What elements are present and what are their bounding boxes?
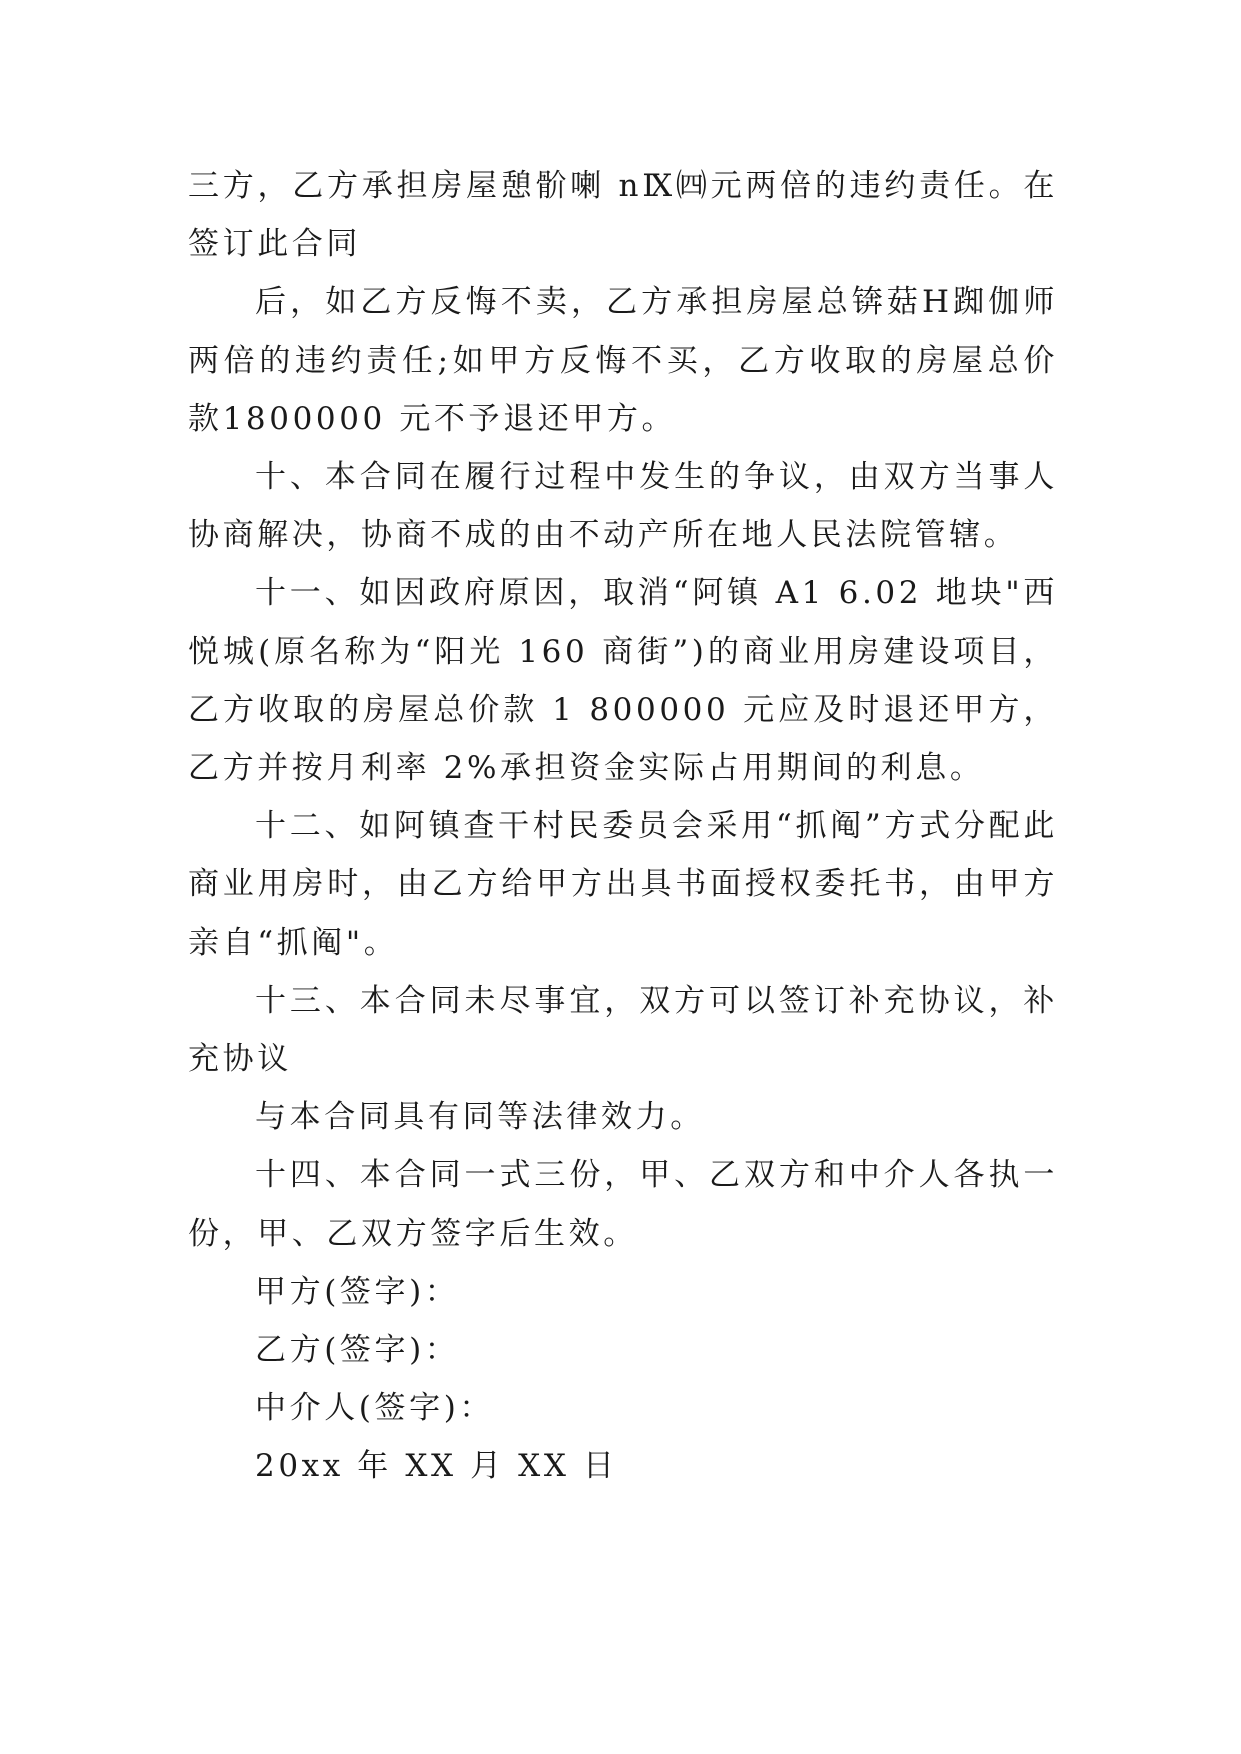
paragraph-1: 三方，乙方承担房屋憩骱喇 nⅨ㈣元两倍的违约责任。在签订此合同	[188, 168, 1058, 263]
signature-block	[188, 1263, 1058, 1496]
clause-10: 十、本合同在履行过程中发生的争议，由双方当事人协商解决，协商不成的由不动产所在地人民法院管辖。	[188, 459, 1058, 554]
clause-13: 十三、本合同未尽事宜，双方可以签订补充协议，补充协议	[188, 982, 1058, 1078]
paragraph-2: 后，如乙方反悔不卖，乙方承担房屋总锛菇H踟伽师两倍的违约责任;如甲方反悔不买，乙方收取的房屋总价款1800000 元不予退还甲方。	[188, 284, 1058, 437]
intermediary-signature-line: 中介人(签字)：	[255, 1390, 494, 1427]
party-a-signature-line: 甲方(签字)：	[255, 1273, 460, 1310]
clause-13-continued: 与本合同具有同等法律效力。	[255, 1099, 705, 1136]
document-body	[188, 157, 1058, 1496]
signing-date: 20xx 年 XX 月 XX 日	[255, 1448, 618, 1485]
clause-14: 十四、本合同一式三份，甲、乙双方和中介人各执一份，甲、乙双方签字后生效。	[188, 1157, 1058, 1252]
clause-12: 十二、如阿镇查干村民委员会采用“抓阄”方式分配此商业用房时，由乙方给甲方出具书面授权委托书，由甲方亲自“抓阄"。	[188, 808, 1058, 961]
party-b-signature-line: 乙方(签字)：	[255, 1332, 460, 1369]
clause-11: 十一、如因政府原因，取消“阿镇 A1 6.02 地块"西悦城(原名称为“阳光 160 商街”)的商业用房建设项目，乙方收取的房屋总价款 1 800000 元应及时退还甲方，乙方并按月利率 2%承担资金实际占用期间的利息。	[188, 575, 1058, 787]
